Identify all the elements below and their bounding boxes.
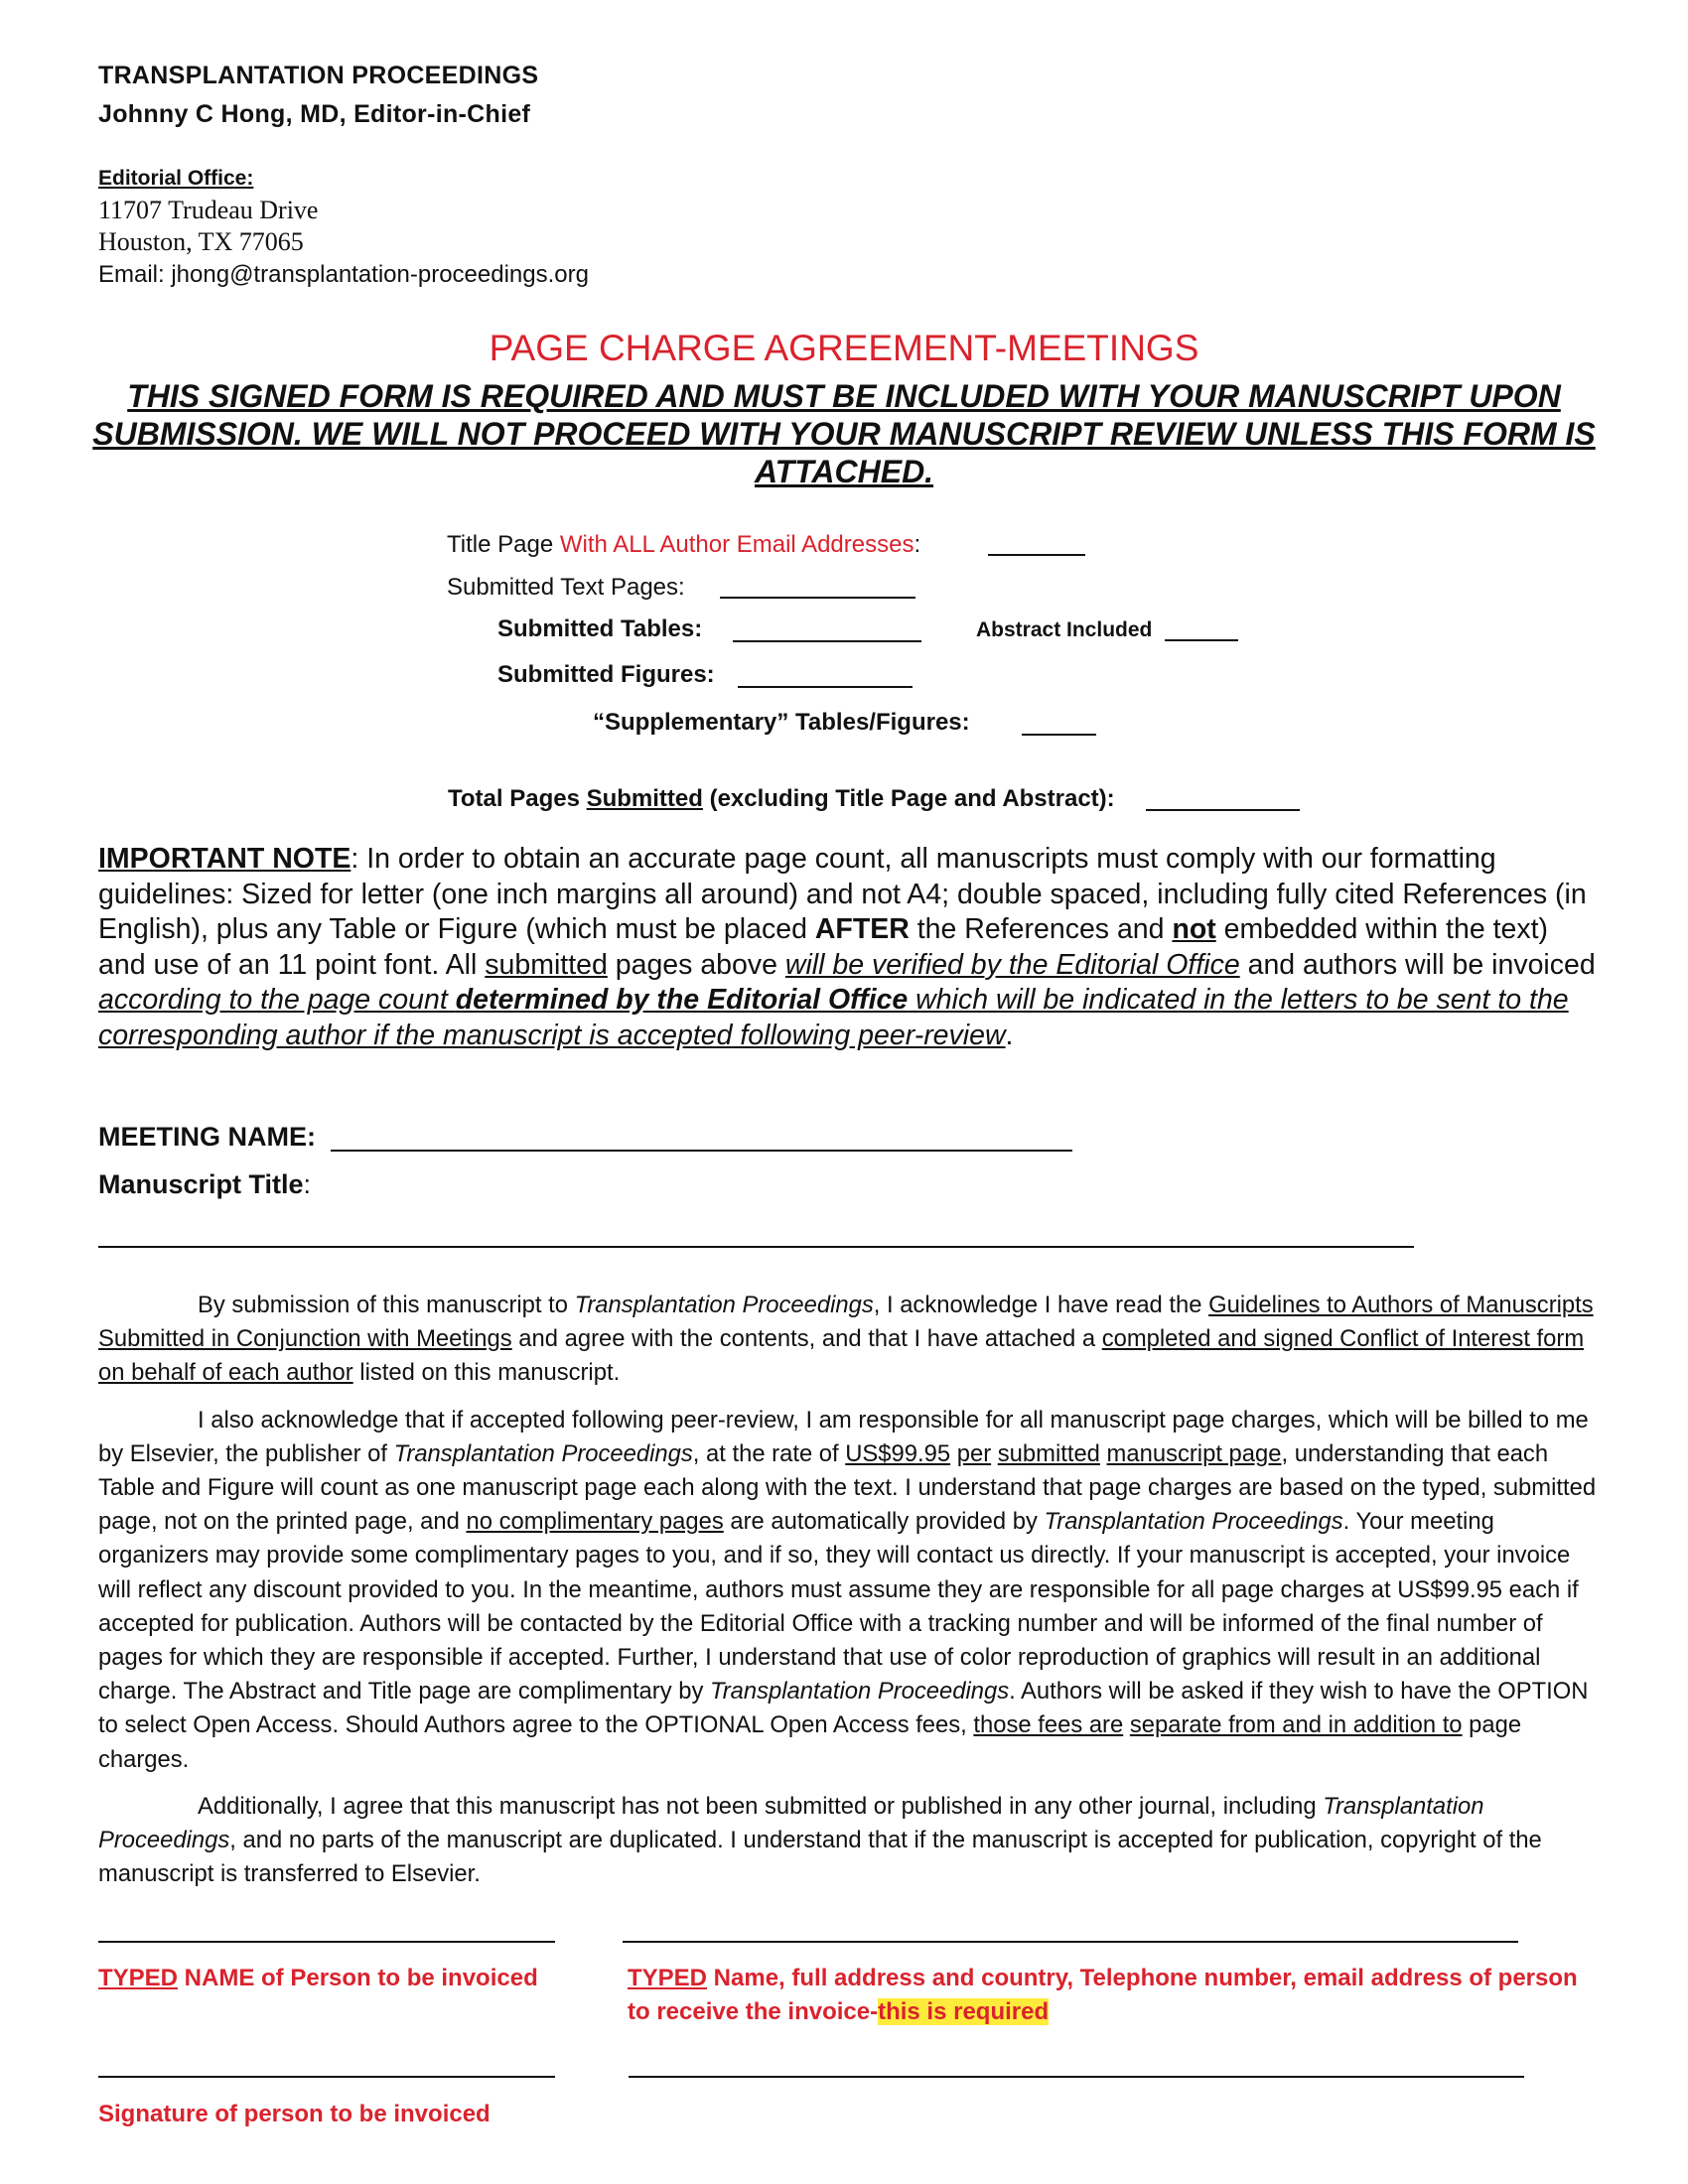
- manuscript-page-ref: manuscript page: [1106, 1439, 1282, 1467]
- journal-ref: Transplantation Proceedings: [393, 1439, 693, 1467]
- p3-text: Additionally, I agree that this manuscript has not been submitted or published in any other journal, including: [198, 1792, 1324, 1820]
- title-page-label: Title Page: [447, 531, 560, 558]
- note-not: not: [1172, 913, 1216, 945]
- guidelines-ref: Guidelines to Authors of Manuscripts Submitted in Conjunction with Meetings: [98, 1292, 1594, 1353]
- p2-text: page charges.: [98, 1711, 1522, 1773]
- tables-label: Submitted Tables:: [497, 615, 703, 642]
- p2-text: , at the rate of: [692, 1439, 846, 1467]
- note-determined: determined by the Editorial Office: [455, 984, 909, 1016]
- p1-text: listed on this manuscript.: [352, 1359, 621, 1387]
- figures-blank[interactable]: [738, 686, 913, 688]
- p1-text: By submission of this manuscript to: [198, 1292, 575, 1318]
- acknowledgement-text: [98, 1289, 1598, 1891]
- office-email: Email: jhong@transplantation-proceedings.org: [98, 261, 589, 288]
- journal-ref: Transplantation Proceedings: [1044, 1508, 1343, 1536]
- signature-label: Signature of person to be invoiced: [98, 2101, 491, 2127]
- p2-text: , understanding that each Table and Figure will count as one manuscript page each along with the text. I understand that page charges are based on the typed, submitted page, not on the printed page, and: [98, 1439, 1597, 1536]
- required-highlight: this is required: [878, 1998, 1050, 2025]
- typed-name-label: [98, 1962, 538, 1995]
- tables-blank[interactable]: [733, 640, 921, 642]
- p2-text: [1123, 1711, 1130, 1738]
- fees-ref: those fees are: [973, 1711, 1124, 1739]
- meeting-name-label: MEETING NAME:: [98, 1122, 316, 1152]
- note-submitted: submitted: [485, 948, 608, 981]
- meeting-name-blank[interactable]: [331, 1150, 1072, 1152]
- coi-ref: completed and signed Conflict of Interest form on behalf of each author: [98, 1325, 1585, 1387]
- p1-text: , I acknowledge I have read the: [873, 1292, 1209, 1318]
- p2-text: . Authors will be asked if they wish to have the OPTION to select Open Access. Should Authors agree to the OPTIONAL Open Access fees,: [98, 1678, 1589, 1739]
- office-city: Houston, TX 77065: [98, 227, 304, 256]
- office-street: 11707 Trudeau Drive: [98, 196, 319, 224]
- important-note-label: IMPORTANT NOTE: [98, 843, 352, 875]
- total-pages-submitted: Submitted: [586, 785, 703, 812]
- p1-text: and agree with the contents, and that I have attached a: [511, 1325, 1102, 1353]
- editorial-office-label: Editorial Office:: [98, 167, 254, 190]
- note-according: according to the page count: [98, 984, 456, 1016]
- supplementary-blank[interactable]: [1022, 734, 1096, 736]
- note-after: AFTER: [814, 913, 910, 945]
- journal-ref: Transplantation Proceedings: [98, 1792, 1484, 1854]
- manuscript-title-colon: :: [303, 1169, 312, 1199]
- p2-text: [991, 1440, 998, 1467]
- typed-name-text: NAME of Person to be invoiced: [178, 1965, 538, 1991]
- title-page-colon: :: [914, 531, 921, 558]
- recipient-signature-blank[interactable]: [629, 2076, 1524, 2078]
- p2-text: [1100, 1440, 1107, 1467]
- title-page-emails: ALL Author Email Addresses: [613, 531, 914, 558]
- note-which: which will be indicated in the letters to be sent to the corresponding author if the manuscript is accepted following peer-review: [98, 984, 1569, 1051]
- note-verified: will be verified by the Editorial Office: [784, 948, 1240, 981]
- note-text: and authors will be invoiced: [1239, 948, 1596, 981]
- journal-name: TRANSPLANTATION PROCEEDINGS: [98, 62, 539, 89]
- note-text: pages above: [607, 948, 785, 981]
- manuscript-title-field: [98, 1169, 311, 1200]
- price-ref: US$99.95: [845, 1439, 951, 1467]
- note-end: .: [1005, 1019, 1014, 1051]
- p2-text: I also acknowledge that if accepted following peer-review, I am responsible for all manuscript page charges, which will be billed to me by Elsevier, the publisher of: [98, 1406, 1589, 1467]
- text-pages-label: Submitted Text Pages:: [447, 574, 685, 601]
- no-complimentary-ref: no complimentary pages: [466, 1508, 724, 1536]
- manuscript-title-blank[interactable]: [98, 1246, 1414, 1248]
- separate-ref: separate from and in addition to: [1129, 1711, 1463, 1739]
- total-pages-field: [448, 785, 1115, 813]
- note-text: the References and: [909, 913, 1173, 945]
- title-page-field: [447, 531, 920, 559]
- editor-name: Johnny C Hong, MD, Editor-in-Chief: [98, 100, 531, 128]
- submitted-ref: submitted: [997, 1439, 1100, 1467]
- title-page-with: With: [559, 531, 614, 558]
- p3-text: , and no parts of the manuscript are duplicated. I understand that if the manuscript is accepted for publication, copyright of the manuscript is transferred to Elsevier.: [98, 1827, 1542, 1888]
- form-title: PAGE CHARGE AGREEMENT-MEETINGS: [489, 328, 1199, 368]
- required-warning: THIS SIGNED FORM IS REQUIRED AND MUST BE INCLUDED WITH YOUR MANUSCRIPT UPON SUBMISSION. WE WILL NOT PROCEED WITH YOUR MANUSCRIPT REVIEW UNLESS THIS FORM IS ATTACHED.: [92, 378, 1596, 489]
- typed-word: TYPED: [98, 1965, 179, 1991]
- paragraph-copyright: [98, 1790, 1598, 1892]
- important-note: [98, 842, 1598, 1053]
- invoice-recipient-text: Name, full address and country, Telephone number, email address of person to receive the invoice-: [628, 1965, 1578, 2025]
- invoice-recipient-label: [628, 1962, 1596, 2029]
- total-pages-excluding: (excluding Title Page and Abstract):: [702, 785, 1115, 812]
- total-pages-label: Total Pages: [448, 785, 587, 812]
- p2-text: [950, 1440, 957, 1467]
- typed-name-blank[interactable]: [98, 1941, 555, 1943]
- journal-ref: Transplantation Proceedings: [709, 1678, 1010, 1706]
- signature-blank[interactable]: [98, 2076, 555, 2078]
- total-pages-blank[interactable]: [1146, 809, 1300, 811]
- note-text: : In order to obtain an accurate page count, all manuscripts must comply with our formatting guidelines: Sized for letter (one inch margins all around) and not A4; double spaced, including fully cited References (in English), plus any Table or Figure (which must be placed: [98, 843, 1587, 945]
- abstract-blank[interactable]: [1165, 639, 1238, 641]
- title-page-blank[interactable]: [988, 554, 1085, 556]
- note-text: embedded within the text) and use of an 11 point font. All: [98, 913, 1549, 981]
- per-ref: per: [956, 1439, 992, 1467]
- supplementary-label: “Supplementary” Tables/Figures:: [593, 709, 970, 736]
- p2-text: are automatically provided by: [723, 1508, 1045, 1536]
- journal-ref: Transplantation Proceedings: [574, 1292, 874, 1318]
- figures-label: Submitted Figures:: [497, 661, 715, 688]
- invoice-recipient-blank[interactable]: [623, 1941, 1518, 1943]
- typed-word: TYPED: [628, 1965, 708, 1991]
- paragraph-guidelines: [98, 1289, 1598, 1391]
- manuscript-title-label: Manuscript Title: [98, 1169, 304, 1199]
- text-pages-blank[interactable]: [720, 597, 915, 599]
- p2-text: . Your meeting organizers may provide some complimentary pages to you, and if so, they will contact us directly. If your manuscript is accepted, your invoice will reflect any discount provided to you. In the meantime, authors must assume they are responsible for all page charges at US$99.95 each if accepted for publication. Authors will be contacted by the Editorial Office with a tracking number and will be informed of the final number of pages for which they are responsible if accepted. Further, I understand that use of color reproduction of graphics will result in an additional charge. The Abstract and Title page are complimentary by: [98, 1508, 1579, 1706]
- paragraph-charges: [98, 1404, 1598, 1777]
- abstract-label: Abstract Included: [976, 618, 1153, 641]
